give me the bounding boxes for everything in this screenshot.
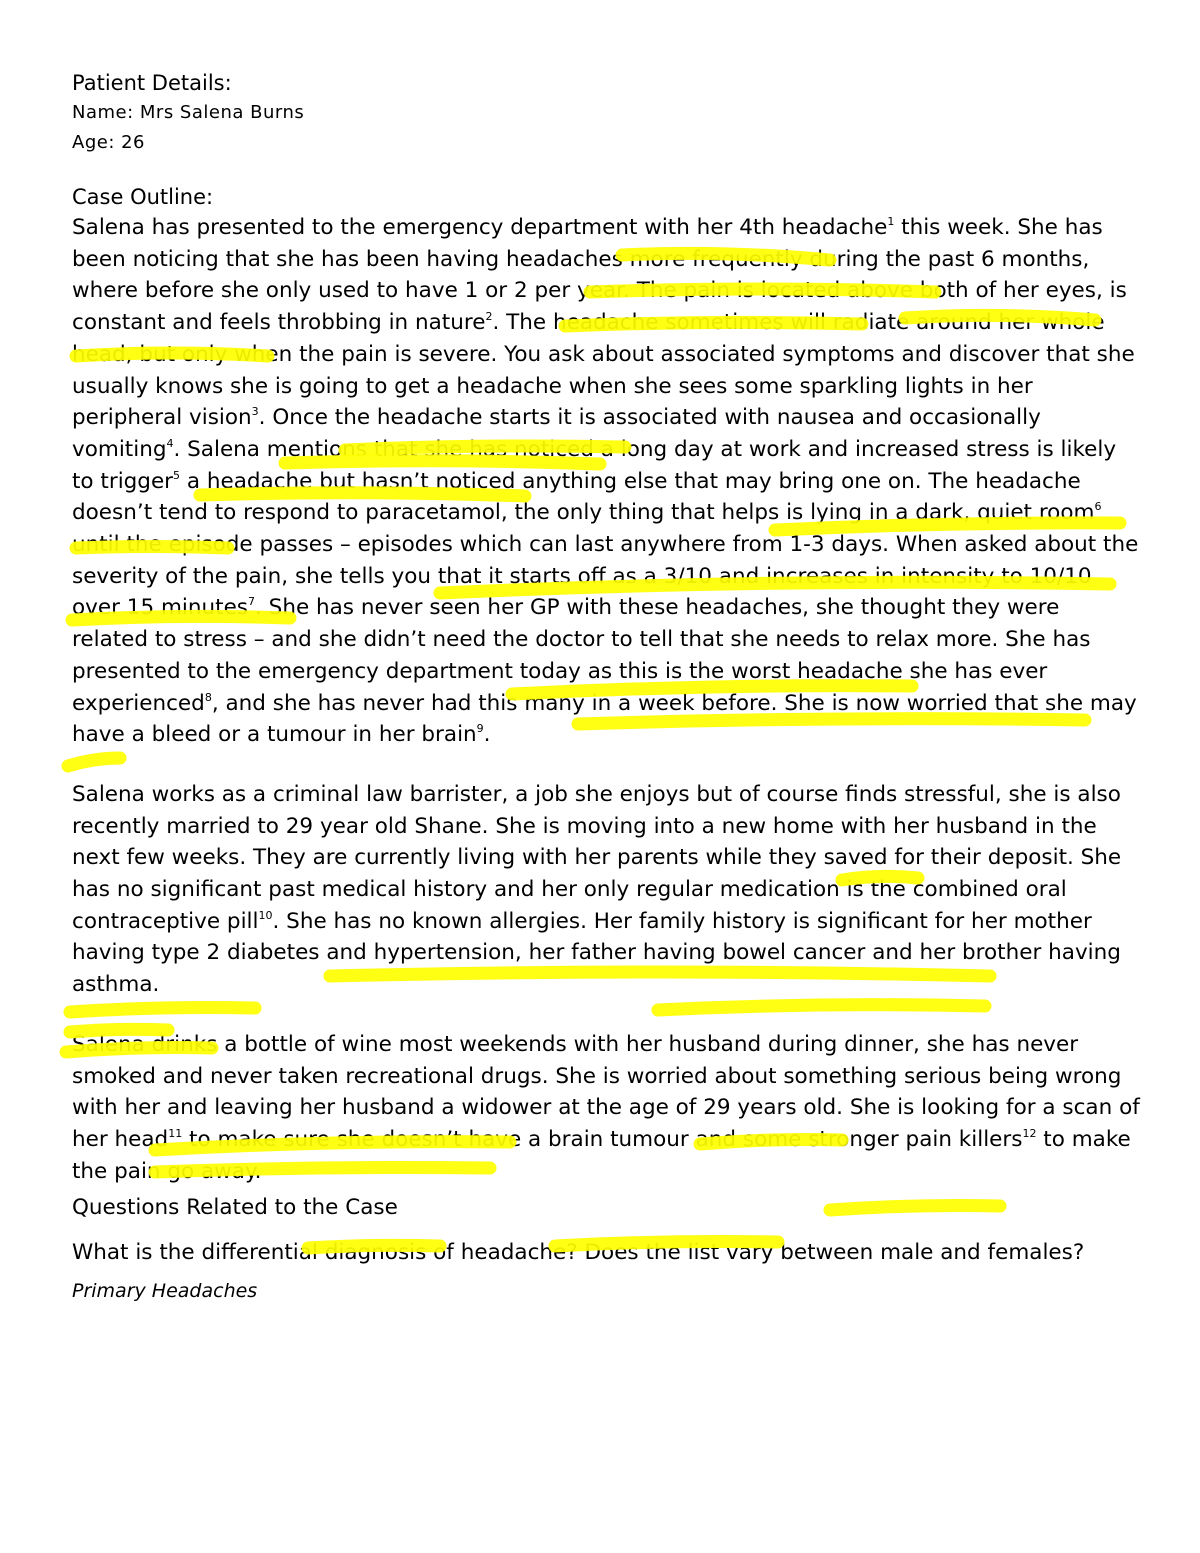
footnote-marker: 10 [258, 908, 273, 922]
paragraph-text: , and she has never had this many in a week before. She is now worried that she may have a bleed or a tumour in her brain [72, 690, 1137, 748]
paragraph-text: to make the pain go away. [72, 1126, 1131, 1184]
patient-age: Age: 26 [72, 132, 146, 153]
paragraph-text: . She has no known allergies. Her family history is significant for her mother having type 2 diabetes and hypertension, her father having bowel cancer and her brother having asthma. [72, 908, 1121, 998]
case-paragraph-3 [72, 1029, 1142, 1188]
patient-name: Name: Mrs Salena Burns [72, 102, 305, 123]
paragraph-text: to make sure she doesn’t have a brain tumour and some stronger pain killers [182, 1126, 1023, 1152]
footnote-marker: 6 [1094, 500, 1102, 514]
footnote-marker: 2 [485, 310, 493, 324]
case-paragraph-1 [72, 212, 1142, 751]
footnote-marker: 5 [173, 468, 181, 482]
paragraph-text: Salena has presented to the emergency department with her 4th headache [72, 215, 888, 240]
paragraph-text: . She has never seen her GP with these headaches, she thought they were related to stress – and she didn’t need the doctor to tell that she needs to relax more. She has presented to the emergency department today as this is the worst headache she has ever experienced [72, 595, 1091, 716]
footnote-marker: 9 [476, 722, 484, 736]
footnote-marker: 4 [166, 436, 174, 450]
questions-heading: Questions Related to the Case [72, 1195, 398, 1221]
patient-details-heading: Patient Details: [72, 71, 232, 95]
primary-headaches-subheading: Primary Headaches [72, 1280, 258, 1303]
footnote-marker: 1 [887, 215, 895, 228]
footnote-marker: 7 [248, 595, 255, 609]
paragraph-text: this week. She has been noticing that she has been having headaches more frequently during the past 6 months, where before she only used to have 1 or 2 per year. The pain is located above both of her eyes, is constant and feels throbbing in nature [72, 215, 1127, 336]
footnote-marker: 3 [251, 405, 259, 419]
footnote-marker: 12 [1022, 1126, 1037, 1140]
paragraph-text: . Salena mentions that she has noticed a long day at work and increased stress is likely to trigger [72, 436, 1117, 494]
document-body [72, 68, 1142, 1306]
case-paragraph-2 [72, 779, 1142, 1001]
paragraph-text: a headache but hasn’t noticed anything else that may bring one on. The headache doesn’t tend to respond to paracetamol, the only thing that helps is lying in a dark, quiet room [72, 468, 1095, 526]
paragraph-text: until the episode passes – episodes which can last anywhere from 1-3 days. When asked about the severity of the pain, she tells you that it starts off as a 3/10 and increases in intensity to 10/10 over 15 minutes [72, 532, 1139, 621]
case-outline-heading: Case Outline: [72, 185, 214, 209]
paragraph-text: . [483, 722, 491, 748]
paragraph-text: . The headache sometimes will radiate around her whole head, but only when the pain is severe. You ask about associated symptoms and discover that she usually knows she is going to get a headache when she sees some sparkling lights in her peripheral vision [72, 310, 1135, 431]
question-1: What is the differential diagnosis of headache? Does the list vary between male and females? [72, 1240, 1085, 1266]
footnote-marker: 8 [204, 690, 212, 704]
paragraph-text: . Once the headache starts it is associated with nausea and occasionally vomiting [72, 405, 1041, 462]
paragraph-text: Salena works as a criminal law barrister, a job she enjoys but of course finds stressful, she is also recently married to 29 year old Shane. She is moving into a new home with her husband in the next few weeks. They are currently living with her parents while they saved for their deposit. She has no significant past medical history and her only regular medication is the combined oral contraceptive pill [72, 781, 1122, 934]
footnote-marker: 11 [168, 1126, 183, 1140]
paragraph-text: Salena drinks a bottle of wine most weekends with her husband during dinner, she has never smoked and never taken recreational drugs. She is worried about something serious being wrong with her and leaving her husband a widower at the age of 29 years old. She is looking for a scan of her head [72, 1031, 1140, 1152]
